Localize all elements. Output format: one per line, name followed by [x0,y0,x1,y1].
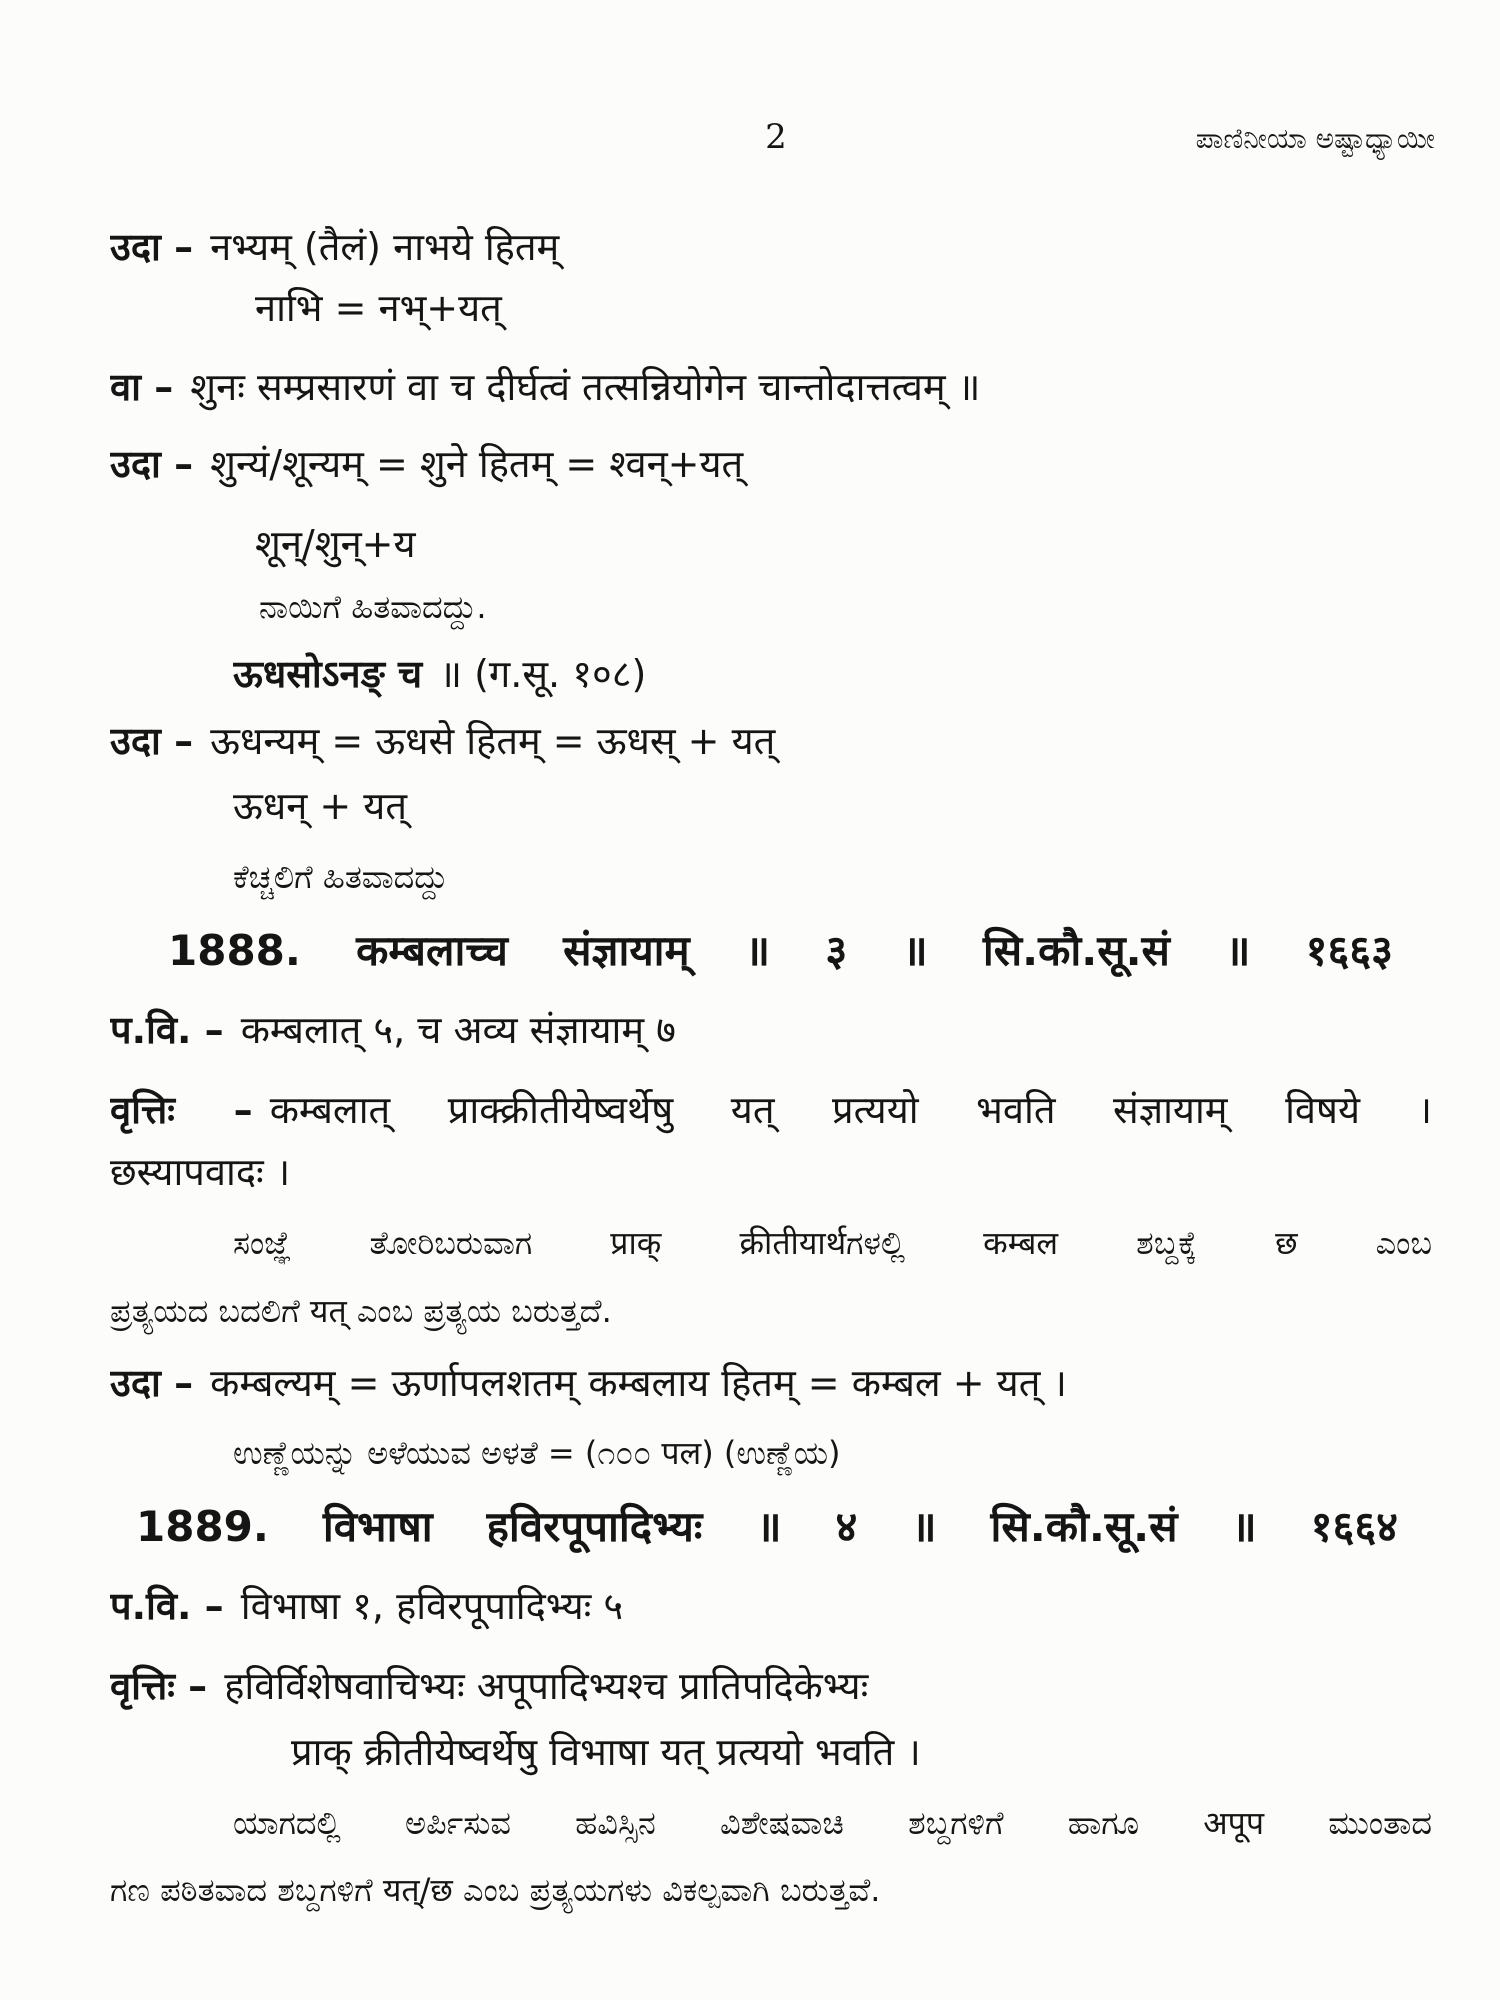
vritti-line [110,1085,1432,1135]
ganasutra-title: ऊधसोऽनङ् च [233,652,423,696]
ganasutra-reference: ॥ (ग.सू. १०८) [439,652,647,696]
vritti-continuation: प्राक् क्रीतीयेष्वर्थेषु विभाषा यत् प्रत्ययो भवति । [291,1730,921,1774]
example-label: उदा – [110,225,194,269]
vritti-text: कम्बलात् प्राक्क्रीतीयेष्वर्थेषु यत् प्रत्ययो भवति संज्ञायाम् विषये । [269,1088,1432,1132]
padaviccheda-text: विभाषा १, हविरपूपादिभ्यः ५ [240,1584,624,1628]
page-number: 2 [765,117,787,157]
vritti-line [110,1661,1440,1711]
example-label: उदा – [110,1361,194,1405]
vritti-label: वृत्तिः – [110,1664,208,1708]
padaviccheda-label: प.वि. – [110,1008,224,1052]
padaviccheda-line [110,1581,1440,1631]
example-text: शुन्यं/शून्यम् = शुने हितम् = श्वन्+यत् [210,442,744,486]
running-title: ಪಾಣಿನೀಯಾ ಅಷ್ಟಾಧ್ಯಾಯೀ [1195,122,1435,155]
example-line [110,439,1440,489]
padaviccheda-label: प.वि. – [110,1584,224,1628]
vartika-label: वा – [110,365,174,409]
sutra-heading-1888: 1888. कम्बलाच्च संज्ञायाम् ॥ ३ ॥ सि.कौ.सू.सं ॥ १६६३ [168,926,1393,975]
kannada-explanation-line: ಪ್ರತ್ಯಯದ ಬದಲಿಗೆ यत् ಎಂಬ ಪ್ರತ್ಯಯ ಬರುತ್ತದೆ. [110,1292,612,1330]
vritti-continuation: छस्यापवादः । [110,1150,291,1194]
padaviccheda-line [110,1005,1440,1055]
vritti-text: हविर्विशेषवाचिभ्यः अपूपादिभ्यश्च प्रातिपदिकेभ्यः [224,1664,869,1708]
example-text: नभ्यम् (तैलं) नाभये हितम् [210,225,560,269]
kannada-gloss: ಉಣ್ಣೆಯನ್ನು ಅಳೆಯುವ ಅಳತೆ = (೧೦೦ पल) (ಉಣ್ಣೆಯ) [233,1434,841,1472]
example-line [110,1358,1440,1408]
derivation-line: ऊधन् + यत् [233,784,407,828]
example-text: ऊधन्यम् = ऊधसे हितम् = ऊधस् + यत् [210,719,776,763]
derivation-line: शून्/शुन्+य [255,522,416,566]
vartika-text: शुनः सम्प्रसारणं वा च दीर्घत्वं तत्सन्नियोगेन चान्तोदात्तत्वम् ॥ [190,365,981,409]
example-text: कम्बल्यम् = ऊर्णापलशतम् कम्बलाय हितम् = कम्बल + यत् । [210,1361,1067,1405]
sutra-heading-1889: 1889. विभाषा हविरपूपादिभ्यः ॥ ४ ॥ सि.कौ.सू.सं ॥ १६६४ [136,1502,1398,1551]
padaviccheda-text: कम्बलात् ५, च अव्य संज्ञायाम् ७ [240,1008,676,1052]
kannada-explanation-line: ಸಂಜ್ಞೆ ತೋರಿಬರುವಾಗ प्राक् क्रीतीयार्थಗಳಲ್ಲಿ कम्बल ಶಬ್ದಕ್ಕೆ छ ಎಂಬ [233,1224,1432,1262]
kannada-explanation-line: ಗಣ ಪಠಿತವಾದ ಶಬ್ದಗಳಿಗೆ यत्/छ ಎಂಬ ಪ್ರತ್ಯಯಗಳು ವಿಕಲ್ಪವಾಗಿ ಬರುತ್ತವೆ. [110,1871,881,1909]
derivation-line: नाभि = नभ्+यत् [255,286,502,330]
example-label: उदा – [110,442,194,486]
vartika-line [110,362,1440,412]
vritti-label: वृत्तिः – [110,1088,253,1132]
ganasutra-line [233,649,1440,699]
example-line [110,716,1440,766]
example-line [110,222,1440,272]
kannada-gloss: ನಾಯಿಗೆ ಹಿತವಾದದ್ದು. [259,588,487,626]
kannada-explanation-line: ಯಾಗದಲ್ಲಿ ಅರ್ಪಿಸುವ ಹವಿಸ್ಸಿನ ವಿಶೇಷವಾಚಿ ಶಬ್ದಗಳಿಗೆ ಹಾಗೂ अपूप ಮುಂತಾದ [233,1804,1432,1842]
kannada-gloss: ಕೆಚ್ಚಲಿಗೆ ಹಿತವಾದದ್ದು [233,858,449,896]
example-label: उदा – [110,719,194,763]
